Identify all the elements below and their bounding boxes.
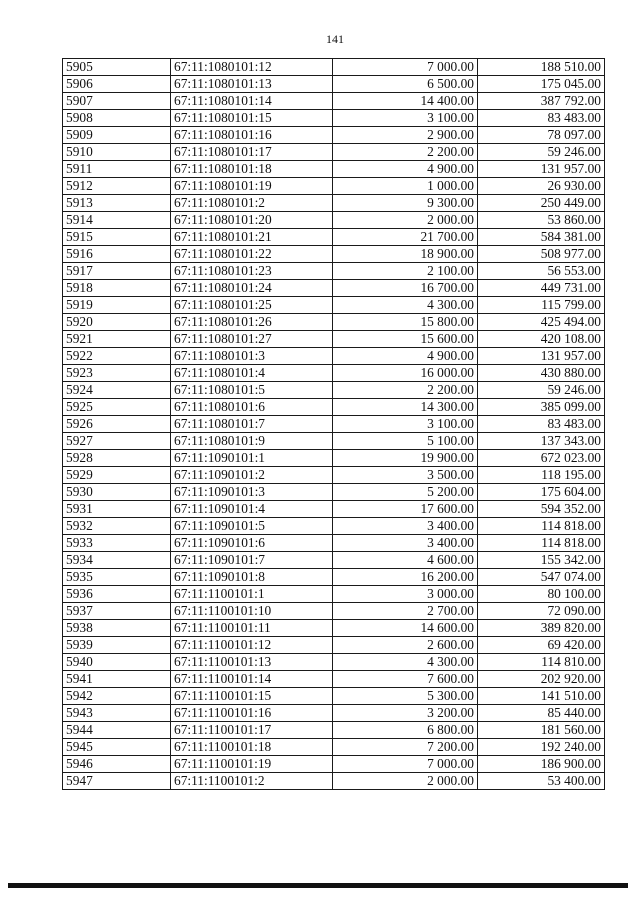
table-row (63, 161, 605, 178)
cell-row-number: 5937 (63, 603, 171, 620)
table-row (63, 586, 605, 603)
cell-row-number: 5917 (63, 263, 171, 280)
cell-row-number: 5938 (63, 620, 171, 637)
table-row (63, 229, 605, 246)
cell-cadastral-value: 85 440.00 (478, 705, 605, 722)
cell-row-number: 5946 (63, 756, 171, 773)
cell-row-number: 5942 (63, 688, 171, 705)
cell-cadastral-value: 202 920.00 (478, 671, 605, 688)
cell-cadastral-value: 83 483.00 (478, 110, 605, 127)
cell-cadastral-number: 67:11:1100101:19 (171, 756, 333, 773)
cell-cadastral-value: 56 553.00 (478, 263, 605, 280)
cell-cadastral-number: 67:11:1080101:27 (171, 331, 333, 348)
cell-row-number: 5931 (63, 501, 171, 518)
cell-cadastral-value: 594 352.00 (478, 501, 605, 518)
table-row (63, 212, 605, 229)
cell-cadastral-number: 67:11:1080101:19 (171, 178, 333, 195)
table-row (63, 433, 605, 450)
table-row (63, 756, 605, 773)
cell-cadastral-value: 53 400.00 (478, 773, 605, 790)
cell-cadastral-value: 83 483.00 (478, 416, 605, 433)
cell-cadastral-number: 67:11:1080101:17 (171, 144, 333, 161)
cell-row-number: 5909 (63, 127, 171, 144)
cell-row-number: 5943 (63, 705, 171, 722)
cell-area: 4 600.00 (333, 552, 478, 569)
cell-cadastral-value: 186 900.00 (478, 756, 605, 773)
cell-area: 3 400.00 (333, 518, 478, 535)
cell-cadastral-value: 115 799.00 (478, 297, 605, 314)
table-row (63, 450, 605, 467)
cell-cadastral-number: 67:11:1080101:15 (171, 110, 333, 127)
table-row (63, 603, 605, 620)
cell-row-number: 5935 (63, 569, 171, 586)
table-row (63, 59, 605, 76)
cell-cadastral-number: 67:11:1100101:18 (171, 739, 333, 756)
cell-cadastral-value: 250 449.00 (478, 195, 605, 212)
table-row (63, 535, 605, 552)
cell-row-number: 5933 (63, 535, 171, 552)
cell-cadastral-value: 420 108.00 (478, 331, 605, 348)
cell-area: 2 200.00 (333, 144, 478, 161)
table-row (63, 297, 605, 314)
cell-row-number: 5939 (63, 637, 171, 654)
cell-cadastral-number: 67:11:1080101:22 (171, 246, 333, 263)
bottom-rule (8, 883, 628, 888)
cell-cadastral-value: 114 818.00 (478, 535, 605, 552)
cell-area: 1 000.00 (333, 178, 478, 195)
table-row (63, 195, 605, 212)
cell-cadastral-number: 67:11:1080101:26 (171, 314, 333, 331)
cell-cadastral-number: 67:11:1100101:14 (171, 671, 333, 688)
cell-cadastral-number: 67:11:1080101:6 (171, 399, 333, 416)
table-row (63, 484, 605, 501)
cell-cadastral-value: 26 930.00 (478, 178, 605, 195)
cell-cadastral-value: 672 023.00 (478, 450, 605, 467)
table-row (63, 144, 605, 161)
cell-area: 18 900.00 (333, 246, 478, 263)
cell-cadastral-value: 137 343.00 (478, 433, 605, 450)
cadastral-value-table (62, 58, 605, 790)
cell-area: 4 300.00 (333, 654, 478, 671)
cell-cadastral-number: 67:11:1100101:12 (171, 637, 333, 654)
cell-row-number: 5928 (63, 450, 171, 467)
cell-row-number: 5905 (63, 59, 171, 76)
table-row (63, 178, 605, 195)
table-row (63, 722, 605, 739)
cell-row-number: 5923 (63, 365, 171, 382)
cell-cadastral-number: 67:11:1080101:25 (171, 297, 333, 314)
cell-row-number: 5907 (63, 93, 171, 110)
table-row (63, 620, 605, 637)
cell-area: 3 400.00 (333, 535, 478, 552)
cell-cadastral-value: 59 246.00 (478, 144, 605, 161)
table-row (63, 280, 605, 297)
cell-cadastral-value: 188 510.00 (478, 59, 605, 76)
cell-area: 5 100.00 (333, 433, 478, 450)
table-row (63, 382, 605, 399)
cell-cadastral-number: 67:11:1090101:7 (171, 552, 333, 569)
cell-area: 2 000.00 (333, 773, 478, 790)
cell-cadastral-value: 584 381.00 (478, 229, 605, 246)
cell-area: 14 300.00 (333, 399, 478, 416)
cell-area: 2 700.00 (333, 603, 478, 620)
cell-row-number: 5908 (63, 110, 171, 127)
cell-cadastral-number: 67:11:1080101:21 (171, 229, 333, 246)
cell-cadastral-number: 67:11:1080101:24 (171, 280, 333, 297)
cell-area: 6 500.00 (333, 76, 478, 93)
cell-area: 6 800.00 (333, 722, 478, 739)
table-row (63, 654, 605, 671)
cell-cadastral-value: 59 246.00 (478, 382, 605, 399)
cell-cadastral-number: 67:11:1100101:2 (171, 773, 333, 790)
cell-row-number: 5947 (63, 773, 171, 790)
cell-cadastral-value: 131 957.00 (478, 348, 605, 365)
cell-row-number: 5927 (63, 433, 171, 450)
cell-area: 7 000.00 (333, 59, 478, 76)
cell-row-number: 5911 (63, 161, 171, 178)
cell-cadastral-number: 67:11:1100101:17 (171, 722, 333, 739)
cell-row-number: 5920 (63, 314, 171, 331)
cell-cadastral-value: 449 731.00 (478, 280, 605, 297)
table-row (63, 739, 605, 756)
cell-cadastral-number: 67:11:1090101:1 (171, 450, 333, 467)
table-row (63, 399, 605, 416)
cell-area: 7 200.00 (333, 739, 478, 756)
cell-row-number: 5918 (63, 280, 171, 297)
cell-cadastral-number: 67:11:1080101:2 (171, 195, 333, 212)
cell-row-number: 5915 (63, 229, 171, 246)
cell-cadastral-number: 67:11:1100101:16 (171, 705, 333, 722)
cell-row-number: 5919 (63, 297, 171, 314)
table-row (63, 127, 605, 144)
cell-row-number: 5921 (63, 331, 171, 348)
cell-cadastral-number: 67:11:1080101:4 (171, 365, 333, 382)
cell-area: 9 300.00 (333, 195, 478, 212)
cell-cadastral-value: 131 957.00 (478, 161, 605, 178)
cell-cadastral-value: 141 510.00 (478, 688, 605, 705)
table-row (63, 365, 605, 382)
table-row (63, 348, 605, 365)
cell-cadastral-value: 175 604.00 (478, 484, 605, 501)
table-row (63, 501, 605, 518)
page-number: 141 (326, 32, 344, 46)
cell-cadastral-number: 67:11:1080101:16 (171, 127, 333, 144)
cell-row-number: 5940 (63, 654, 171, 671)
cell-cadastral-number: 67:11:1090101:6 (171, 535, 333, 552)
cell-cadastral-value: 72 090.00 (478, 603, 605, 620)
cell-cadastral-value: 508 977.00 (478, 246, 605, 263)
cell-cadastral-number: 67:11:1090101:4 (171, 501, 333, 518)
cell-cadastral-value: 389 820.00 (478, 620, 605, 637)
cell-cadastral-number: 67:11:1090101:2 (171, 467, 333, 484)
cell-cadastral-number: 67:11:1090101:5 (171, 518, 333, 535)
cell-row-number: 5916 (63, 246, 171, 263)
cell-cadastral-number: 67:11:1100101:10 (171, 603, 333, 620)
cell-row-number: 5926 (63, 416, 171, 433)
cell-row-number: 5914 (63, 212, 171, 229)
cell-cadastral-number: 67:11:1080101:20 (171, 212, 333, 229)
cell-row-number: 5922 (63, 348, 171, 365)
cell-row-number: 5941 (63, 671, 171, 688)
cell-area: 5 200.00 (333, 484, 478, 501)
cell-row-number: 5924 (63, 382, 171, 399)
cell-area: 3 000.00 (333, 586, 478, 603)
cell-row-number: 5930 (63, 484, 171, 501)
cell-cadastral-value: 155 342.00 (478, 552, 605, 569)
cell-cadastral-number: 67:11:1080101:18 (171, 161, 333, 178)
cell-area: 3 200.00 (333, 705, 478, 722)
table-row (63, 246, 605, 263)
table-row (63, 331, 605, 348)
cell-cadastral-number: 67:11:1090101:8 (171, 569, 333, 586)
cell-area: 19 900.00 (333, 450, 478, 467)
cell-area: 4 300.00 (333, 297, 478, 314)
cell-cadastral-number: 67:11:1080101:13 (171, 76, 333, 93)
cell-area: 5 300.00 (333, 688, 478, 705)
cell-cadastral-value: 547 074.00 (478, 569, 605, 586)
cell-cadastral-value: 53 860.00 (478, 212, 605, 229)
table-row (63, 637, 605, 654)
cell-area: 7 000.00 (333, 756, 478, 773)
cell-row-number: 5929 (63, 467, 171, 484)
table-row (63, 110, 605, 127)
cell-cadastral-value: 387 792.00 (478, 93, 605, 110)
table-row (63, 688, 605, 705)
cell-area: 2 600.00 (333, 637, 478, 654)
cell-area: 16 000.00 (333, 365, 478, 382)
cell-cadastral-number: 67:11:1100101:15 (171, 688, 333, 705)
table-row (63, 773, 605, 790)
cell-cadastral-number: 67:11:1100101:13 (171, 654, 333, 671)
cell-area: 3 500.00 (333, 467, 478, 484)
cell-area: 3 100.00 (333, 110, 478, 127)
cell-row-number: 5910 (63, 144, 171, 161)
cell-area: 16 700.00 (333, 280, 478, 297)
table-row (63, 518, 605, 535)
table-body (63, 59, 605, 790)
cell-area: 16 200.00 (333, 569, 478, 586)
cell-area: 15 600.00 (333, 331, 478, 348)
cell-area: 15 800.00 (333, 314, 478, 331)
table-row (63, 467, 605, 484)
cell-cadastral-number: 67:11:1090101:3 (171, 484, 333, 501)
cell-area: 2 000.00 (333, 212, 478, 229)
cell-cadastral-number: 67:11:1080101:3 (171, 348, 333, 365)
cell-area: 2 900.00 (333, 127, 478, 144)
cell-area: 2 100.00 (333, 263, 478, 280)
cell-area: 4 900.00 (333, 161, 478, 178)
cell-cadastral-number: 67:11:1100101:1 (171, 586, 333, 603)
cell-cadastral-value: 78 097.00 (478, 127, 605, 144)
cell-area: 21 700.00 (333, 229, 478, 246)
cell-cadastral-value: 425 494.00 (478, 314, 605, 331)
table-row (63, 314, 605, 331)
cell-area: 2 200.00 (333, 382, 478, 399)
table-row (63, 76, 605, 93)
cell-cadastral-number: 67:11:1100101:11 (171, 620, 333, 637)
cell-area: 14 600.00 (333, 620, 478, 637)
cell-row-number: 5925 (63, 399, 171, 416)
table-row (63, 416, 605, 433)
cell-cadastral-value: 80 100.00 (478, 586, 605, 603)
cell-cadastral-value: 114 810.00 (478, 654, 605, 671)
cell-area: 4 900.00 (333, 348, 478, 365)
table-row (63, 93, 605, 110)
cell-row-number: 5912 (63, 178, 171, 195)
cell-cadastral-value: 181 560.00 (478, 722, 605, 739)
cell-cadastral-value: 192 240.00 (478, 739, 605, 756)
table-row (63, 671, 605, 688)
cell-area: 14 400.00 (333, 93, 478, 110)
cell-cadastral-value: 175 045.00 (478, 76, 605, 93)
cell-cadastral-value: 118 195.00 (478, 467, 605, 484)
cell-cadastral-value: 114 818.00 (478, 518, 605, 535)
cell-cadastral-value: 385 099.00 (478, 399, 605, 416)
cell-area: 7 600.00 (333, 671, 478, 688)
table-row (63, 569, 605, 586)
cell-cadastral-value: 430 880.00 (478, 365, 605, 382)
cell-cadastral-number: 67:11:1080101:23 (171, 263, 333, 280)
cell-cadastral-number: 67:11:1080101:5 (171, 382, 333, 399)
cell-row-number: 5945 (63, 739, 171, 756)
cell-row-number: 5936 (63, 586, 171, 603)
cell-cadastral-value: 69 420.00 (478, 637, 605, 654)
cell-cadastral-number: 67:11:1080101:14 (171, 93, 333, 110)
cell-row-number: 5944 (63, 722, 171, 739)
cell-row-number: 5932 (63, 518, 171, 535)
table-row (63, 263, 605, 280)
cell-area: 17 600.00 (333, 501, 478, 518)
cell-cadastral-number: 67:11:1080101:9 (171, 433, 333, 450)
table-row (63, 705, 605, 722)
cell-cadastral-number: 67:11:1080101:7 (171, 416, 333, 433)
cell-row-number: 5934 (63, 552, 171, 569)
cell-cadastral-number: 67:11:1080101:12 (171, 59, 333, 76)
table-row (63, 552, 605, 569)
cell-row-number: 5906 (63, 76, 171, 93)
cell-row-number: 5913 (63, 195, 171, 212)
cell-area: 3 100.00 (333, 416, 478, 433)
